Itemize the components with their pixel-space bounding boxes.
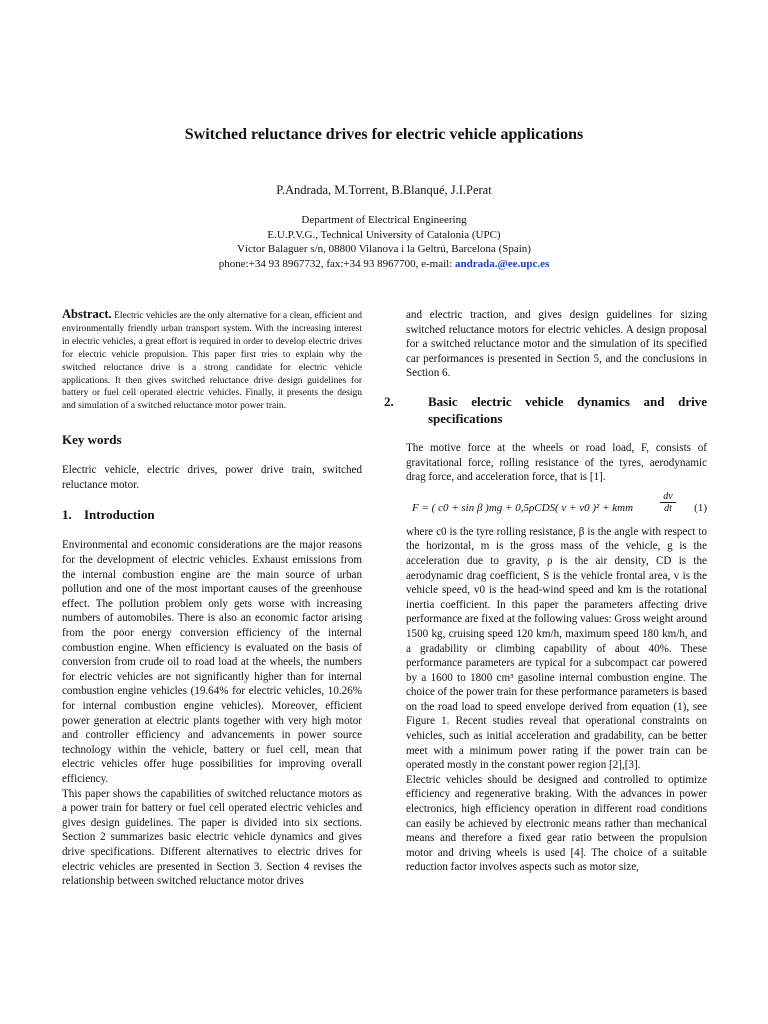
right-column	[384, 308, 707, 875]
variable-definitions-paragraph: where c0 is the tyre rolling resistance, β is the angle with respect to the horizontal, m is the gross mass of the vehicle, g is the acceleration due to gravity, ρ is the air density, CD is the aerodynamic drag coefficient, S is the vehicle frontal area, v is the vehicle speed, v0 is the head-wind speed and km is the rotational inertia coefficient. In this paper the parameters affecting drive performance are fixed at the following values: Gross weight around 1500 kg, cruising speed 120 km/h, maximum speed 180 km/h, and a gradability or climbing capability of about 40%. These performance parameters are typical for a subcompact car powered by a 1600 to 1800 cm³ gasoline internal combustion engine. The choice of the power train for these performance parameters is based on the road load to speed envelope derived from equation (1), see Figure 1. Recent studies reveal that operational constraints on vehicles, such as initial acceleration and gradability, can be better meet with a minimum power rating if the power train can be operated mostly in the constant power region [2],[3].	[406, 525, 707, 772]
abstract	[62, 308, 362, 413]
intro-paragraph-continued: and electric traction, and gives design guidelines for sizing switched reluctance motors for electric vehicles. A design proposal for a switched reluctance motor and the simulation of its specified car performances is presented in Section 5, and the conclusions in Section 6.	[406, 309, 707, 380]
left-column	[62, 308, 362, 889]
equation-fraction	[660, 491, 676, 514]
abstract-text: Electric vehicles are the only alternative for a clean, efficient and environmentally friendly urban transport system. With the increasing interest in electric vehicles, a great effort is required in order to develop electric drives for electric vehicle propulsion. This paper first tries to explain why the switched reluctance drive is a strong candidate for electric vehicle applications. It then gives switched reluctance drive design guidelines for battery or fuel cell operated electric vehicles. Finally, it presents the design and simulation of a switched reluctance motor power train.	[62, 311, 362, 412]
affiliation-block	[0, 213, 768, 271]
section-1-heading	[62, 506, 362, 523]
contact-phone-fax: phone:+34 93 8967732, fax:+34 93 8967700, e-mail:	[218, 257, 453, 270]
author-list: P.Andrada, M.Torrent, B.Blanqué, J.I.Perat	[276, 183, 492, 197]
fraction-denominator: dt	[660, 502, 676, 514]
intro-paragraph-1: Environmental and economic considerations are the major reasons for the development of electric vehicles. Exhaust emissions from the internal combustion engine are the main source of urban pollution and one of the most important causes of the greenhouse effect. The pollution problem only gets worse with increasing numbers of automobiles. There is also an economic factor arising from the poor energy conversion efficiency of the internal combustion engine. When efficiency is evaluated on the basis of conversion from crude oil to road load at the wheels, the numbers for electric vehicles are not significantly higher than for internal combustion engine vehicles (19.64% for electric vehicles, 10.26% for internal combustion engine vehicles). Moreover, efficient power generation at electric plants together with very high motor and controller efficiency and advancements in power source technology within the vehicle, battery or fuel cell, mean that electric vehicles offer huge possibilities for improving overall efficiency.	[62, 539, 362, 785]
design-paragraph: Electric vehicles should be designed and controlled to optimize efficiency and regenerative braking. With the advances in power electronics, high efficiency operation in different road conditions can easily be achieved by electronic means rather than mechanical means and therefore a fixed gear ratio between the propulsion motor and driving wheels is used [4]. The choice of a suitable reduction factor involves aspects such as motor size,	[406, 773, 707, 874]
section-2-title: Basic electric vehicle dynamics and drive specifications	[428, 393, 707, 426]
intro-paragraph-2: This paper shows the capabilities of switched reluctance motors as a power train for battery or fuel cell operated electric vehicles and gives design guidelines. The paper is divided into six sections. Section 2 summarizes basic electric vehicle dynamics and gives drive specifications. Different alternatives to electric drives for electric vehicles are presented in Section 3. Section 4 revises the relationship between switched reluctance motor drives	[62, 787, 362, 888]
affiliation-school: E.U.P.V.G., Technical University of Catalonia (UPC)	[267, 228, 501, 241]
equation-1	[406, 489, 707, 525]
paper-title: Switched reluctance drives for electric vehicle applications	[184, 126, 584, 143]
affiliation-address: Víctor Balaguer s/n, 08800 Vilanova i la Geltrú, Barcelona (Spain)	[237, 243, 531, 256]
contact-email-link[interactable]: andrada.@ee.upc.es	[455, 257, 550, 270]
fraction-numerator: dv	[663, 490, 673, 502]
keywords-text: Electric vehicle, electric drives, power drive train, switched reluctance motor.	[62, 464, 362, 491]
equation-body: F = ( c0 + sin β )mg + 0,5ρCDS( v + v0 )² + kmm	[412, 501, 634, 514]
keywords-heading: Key words	[62, 432, 122, 448]
section-2-number: 2.	[384, 393, 394, 409]
equation-number: (1)	[694, 501, 707, 514]
affiliation-contact	[0, 257, 768, 272]
affiliation-department: Department of Electrical Engineering	[301, 214, 467, 226]
motive-force-paragraph: The motive force at the wheels or road load, F, consists of gravitational force, rolling resistance of the tyres, aerodynamic drag force, and acceleration force, that is [1].	[406, 441, 707, 484]
section-1-number: 1.	[62, 507, 72, 523]
section-2-heading	[384, 393, 707, 427]
section-1-title: Introduction	[84, 507, 155, 523]
abstract-label: Abstract.	[62, 307, 112, 321]
